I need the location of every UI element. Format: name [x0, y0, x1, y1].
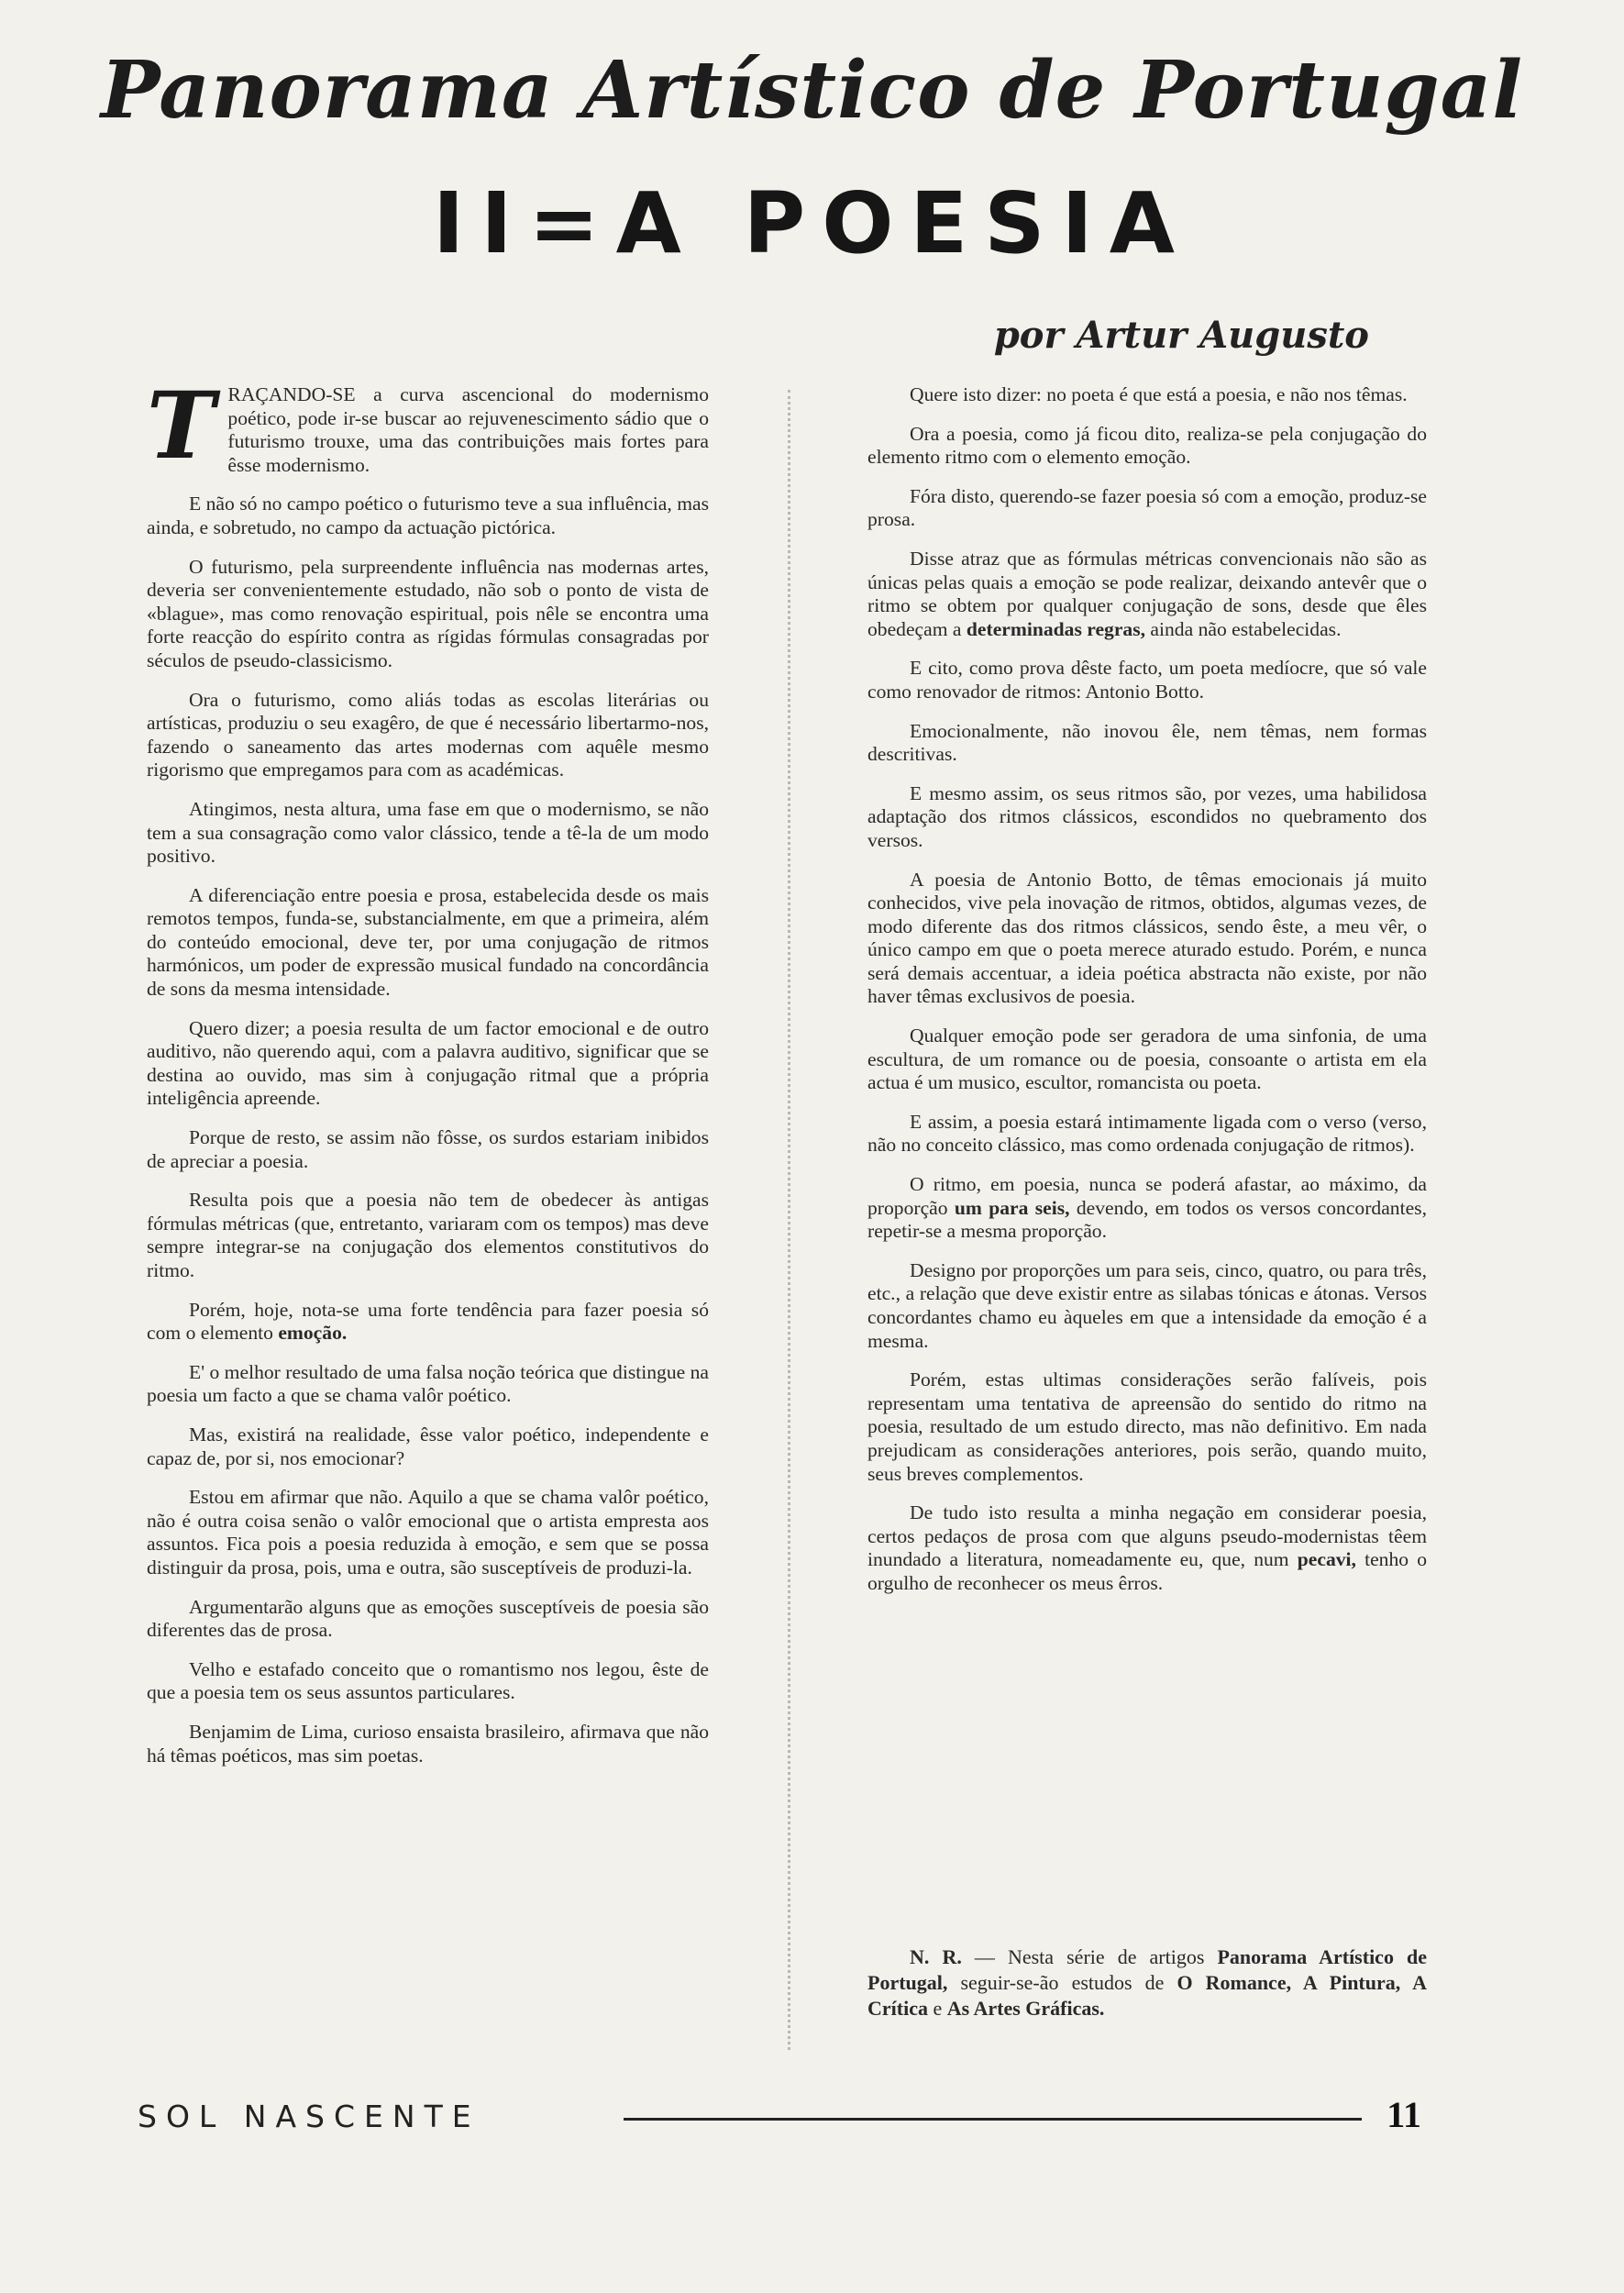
paragraph: Resulta pois que a poesia não tem de obedecer às antigas fórmulas métricas (que, entretanto, variaram com os tempos) mas deve sempre integrar-se na conjugação dos elementos constitutivos do ritmo. [147, 1189, 709, 1281]
paragraph: Estou em afirmar que não. Aquilo a que se chama valôr poético, não é outra coisa senão o valôr emocional que o artista empresta aos assuntos. Fica pois a poesia reduzida à emoção, e sem que se possa distinguir da prosa, pois, uma e outra, são susceptíveis de produzi-la. [147, 1486, 709, 1579]
page-title: Panorama Artístico de Portugal [100, 44, 1524, 137]
page-footer [138, 2093, 1421, 2139]
paragraph: Qualquer emoção pode ser geradora de uma sinfonia, de uma escultura, de um romance ou de poesia, consoante o artista em ela actua é um musico, escultor, romancista ou poeta. [867, 1025, 1427, 1094]
paragraph: E cito, como prova dêste facto, um poeta medíocre, que só vale como renovador de ritmos: Antonio Botto. [867, 657, 1427, 703]
paragraph: Disse atraz que as fórmulas métricas convencionais não são as únicas pelas quais a emoção se pode realizar, deixando antevêr que o ritmo se obtem por qualquer conjugação de sons, desde que êles obedeçam a determinadas regras, ainda não estabelecidas. [867, 547, 1427, 640]
paragraph: Designo por proporções um para seis, cinco, quatro, ou para três, etc., a relação que deve existir entre as silabas tónicas e átonas. Versos concordantes chamo eu àqueles em que a intensidade da emoção é a mesma. [867, 1258, 1427, 1352]
page-number: 11 [1386, 2094, 1421, 2135]
article-column-left [147, 371, 709, 1783]
paragraph: E assim, a poesia estará intimamente ligada com o verso (verso, não no conceito clássico, mas como ordenada conjugação de ritmos). [867, 1110, 1427, 1157]
paragraph: Emocionalmente, não inovou êle, nem têmas, nem formas descritivas. [867, 719, 1427, 766]
paragraph: O ritmo, em poesia, nunca se poderá afastar, ao máximo, da proporção um para seis, devendo, em todos os versos concordantes, repetir-se a mesma proporção. [867, 1173, 1427, 1243]
column-divider [788, 390, 790, 2050]
paragraph: A diferenciação entre poesia e prosa, estabelecida desde os mais remotos tempos, funda-se, substancialmente, em que a primeira, além do conteúdo emocional, deve ter, por uma conjugação de ritmos harmónicos, um poder de expressão musical fundado na concordância de sons da mesma intensidade. [147, 883, 709, 1001]
paragraph: Porque de resto, se assim não fôsse, os surdos estariam inibidos de apreciar a poesia. [147, 1126, 709, 1172]
section-subtitle: II=A POESIA [433, 174, 1191, 272]
paragraph: De tudo isto resulta a minha negação em considerar poesia, certos pedaços de prosa com que alguns pseudo-modernistas têem inundado a literatura, nomeadamente eu, que, num pecavi, tenho o orgulho de reconhecer os meus êrros. [867, 1501, 1428, 1594]
paragraph: Atingimos, nesta altura, uma fase em que o modernismo, se não tem a sua consagração como valor clássico, tende a tê-la de um modo positivo. [147, 797, 709, 868]
paragraph: E não só no campo poético o futurismo teve a sua influência, mas ainda, e sobretudo, no campo da actuação pictórica. [147, 493, 709, 538]
paragraph: Quero dizer; a poesia resulta de um factor emocional e de outro auditivo, não querendo aqui, com a palavra auditivo, significar que se destina ao ouvido, mas sim à conjugação ritmal que a própria inteligência apreende. [147, 1016, 709, 1110]
paragraph: E' o melhor resultado de uma falsa noção teórica que distingue na poesia um facto a que se chama valôr poético. [147, 1360, 709, 1407]
publication-name: SOL NASCENTE [138, 2099, 481, 2134]
article-column-right [867, 383, 1427, 1612]
byline: por Artur Augusto [993, 314, 1369, 357]
paragraph: E mesmo assim, os seus ritmos são, por vezes, uma habilidosa adaptação dos ritmos clássicos, escondidos no quebramento dos versos. [867, 781, 1427, 851]
paragraph: Mas, existirá na realidade, êsse valor poético, independente e capaz de, por si, nos emocionar? [147, 1423, 709, 1469]
paragraph: Velho e estafado conceito que o romantismo nos legou, êste de que a poesia tem os seus assuntos particulares. [147, 1657, 709, 1704]
paragraph: Benjamim de Lima, curioso ensaista brasileiro, afirmava que não há têmas poéticos, mas sim poetas. [147, 1720, 709, 1767]
footer-rule [624, 2118, 1362, 2121]
paragraph: A poesia de Antonio Botto, de têmas emocionais já muito conhecidos, vive pela inovação de ritmos, obtidos, algumas vezes, de modo diferente das dos ritmos clássicos, sendo êste, a meu vêr, o único campo em que o poeta merece aturado estudo. Porém, e nunca será demais accentuar, a ideia poética abstracta não existe, por não haver têmas exclusivos de poesia. [867, 868, 1427, 1008]
drop-cap: T [147, 371, 215, 480]
editor-note-text: N. R. — Nesta série de artigos Panorama Artístico de Portugal, seguir-se-ão estudos de O Romance, A Pintura, A Crítica e As Artes Gráficas. [867, 1945, 1428, 2020]
paragraph: Porém, hoje, nota-se uma forte tendência para fazer poesia só com o elemento emoção. [147, 1298, 709, 1345]
editor-note [867, 1944, 1427, 2022]
paragraph: Quere isto dizer: no poeta é que está a poesia, e não nos têmas. [910, 383, 1408, 405]
paragraph: Ora o futurismo, como aliás todas as escolas literárias ou artísticas, produziu o seu exagêro, de que é necessário libertarmo-nos, fazendo o saneamento das artes modernas com aquêle mesmo rigorismo que empregamos para com as académicas. [147, 688, 709, 781]
paragraph: Porém, estas ultimas considerações serão falíveis, pois representam uma tentativa de apreensão do sentido do ritmo na poesia, resultado de um estudo directo, mas não definitivo. Em nada prejudicam as considerações anteriores, pois serão, quando muito, seus breves complementos. [867, 1368, 1427, 1485]
paragraph: Argumentarão alguns que as emoções susceptíveis de poesia são diferentes das de prosa. [147, 1595, 709, 1642]
paragraph: O futurismo, pela surpreendente influência nas modernas artes, deveria ser convenientemente estudado, não sob o ponto de vista de «blague», mas como renovação espiritual, pois nêle se encontra uma forte reacção do espírito contra as rígidas fórmulas consagradas por séculos de pseudo-classicismo. [147, 555, 709, 671]
paragraph: Ora a poesia, como já ficou dito, realiza-se pela conjugação do elemento ritmo com o elemento emoção. [867, 422, 1427, 469]
paragraph: Fóra disto, querendo-se fazer poesia só com a emoção, produz-se prosa. [867, 484, 1427, 531]
paragraph: TRAÇANDO-SE a curva ascencional do modernismo poético, pode ir-se buscar ao rejuvenescimento sádio que o futurismo trouxe, uma das contribuições mais fortes para êsse modernismo. [147, 371, 709, 480]
